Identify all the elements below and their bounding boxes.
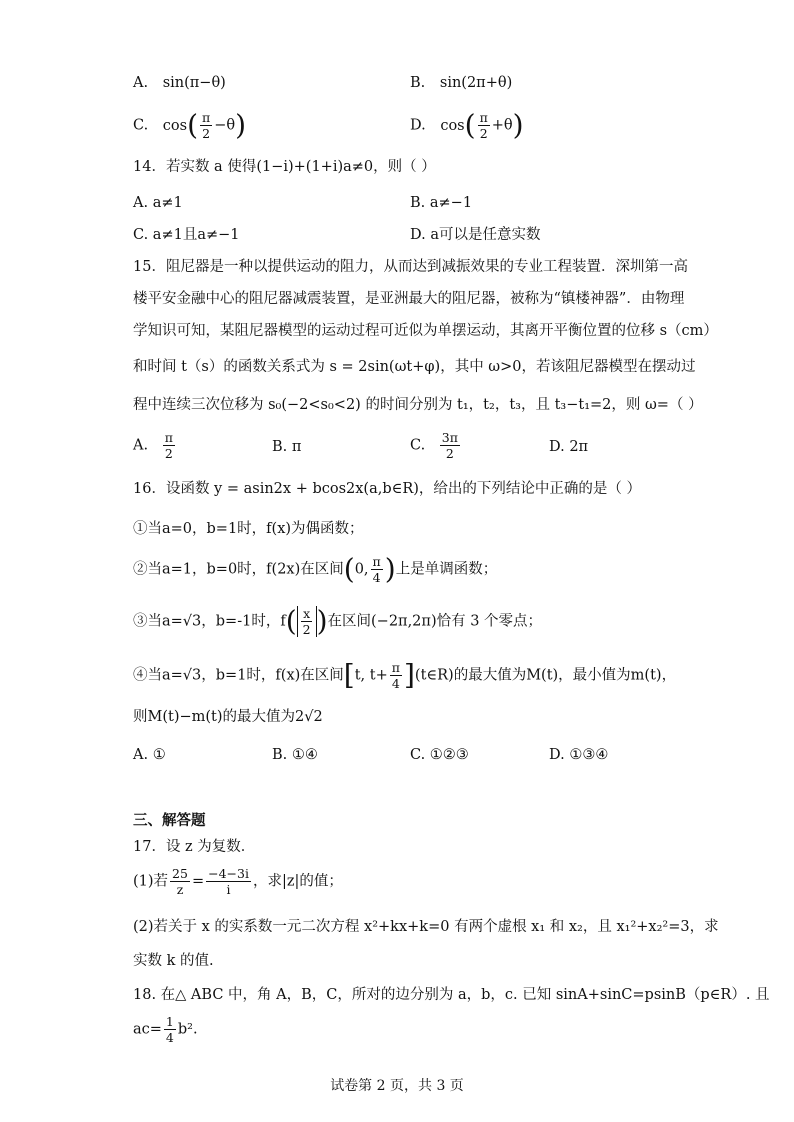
paren-left: ( (464, 108, 476, 142)
q16-statement-4 (133, 660, 676, 694)
fraction (164, 1014, 176, 1045)
abs-bars (297, 606, 317, 637)
paren-right: ) (235, 108, 247, 142)
q13-option-c (133, 110, 246, 144)
numerator: π (164, 430, 173, 445)
denominator: 2 (302, 622, 311, 637)
option-label: C. (133, 117, 149, 134)
q14-option-d: D. a可以是任意实数 (410, 227, 541, 243)
fraction (301, 606, 313, 637)
q16-statement-4-cont: 则M(t)−m(t)的最大值为2√2 (133, 709, 323, 725)
denominator: 4 (165, 1030, 174, 1045)
equals: = (191, 873, 205, 890)
q17-part-1 (133, 866, 343, 902)
numerator: π (479, 110, 488, 125)
paren-left: ( (187, 108, 199, 142)
q17-stem: 17．设 z 为复数． (133, 839, 256, 855)
statement-text: ，求|z|的值； (252, 873, 343, 890)
fraction (206, 866, 251, 897)
q16-statement-2 (133, 554, 497, 588)
q16-option-a: A. ① (133, 747, 166, 763)
q17-part-2: (2)若关于 x 的实系数一元二次方程 x²+kx+k=0 有两个虚根 x₁ 和 x₂，且 x₁²+x₂²=3，求 (133, 919, 719, 935)
q16-statement-3 (133, 606, 542, 640)
numerator: π (372, 554, 381, 569)
statement-text: ac= (133, 1021, 162, 1038)
paren-right: ) (384, 552, 396, 586)
q16-option-c: C. ①②③ (410, 747, 469, 763)
option-text: sin(π−θ) (162, 75, 226, 91)
option-label: D. (410, 117, 426, 134)
fraction (163, 430, 175, 461)
q17-part-2-cont: 实数 k 的值. (133, 953, 214, 969)
q18-line-1: 18. 在△ ABC 中，角 A，B，C，所对的边分别为 a，b，c. 已知 sinA+sinC=psinB（p∈R）. 且 (133, 987, 770, 1003)
statement-text: (t∈R)的最大值为M(t)，最小值为m(t)， (414, 667, 677, 684)
denominator: z (176, 882, 184, 897)
numerator: 3π (441, 430, 458, 445)
q15-option-c (410, 430, 462, 464)
q15-option-b: B. π (272, 439, 302, 455)
part-label: (1)若 (133, 873, 169, 890)
denominator: 4 (391, 676, 400, 691)
fraction (371, 554, 383, 585)
denominator: 2 (445, 446, 454, 461)
q15-option-d: D. 2π (549, 439, 589, 455)
denominator: 2 (164, 446, 173, 461)
q16-stem: 16．设函数 y = asin2x + bcos2x(a,b∈R)，给出的下列结论中正确的是（ ） (133, 481, 642, 497)
option-label: C. (410, 437, 426, 454)
numerator: −4−3i (208, 866, 249, 881)
q16-option-b: B. ①④ (272, 747, 318, 763)
q16-option-d: D. ①③④ (549, 747, 609, 763)
paren-right: ) (316, 604, 328, 638)
interval-start: t, t+ (354, 667, 388, 684)
numerator: x (303, 606, 311, 621)
numerator: π (202, 110, 211, 125)
q15-line-2: 楼平安金融中心的阻尼器减震装置，是亚洲最大的阻尼器，被称为“镇楼神器”．由物理 (133, 291, 685, 307)
page-footer: 试卷第 2 页，共 3 页 (330, 1078, 464, 1094)
q14-option-b: B. a≠−1 (410, 195, 473, 211)
q14-option-c: C. a≠1且a≠−1 (133, 227, 240, 243)
q15-line-4: 和时间 t（s）的函数关系式为 s = 2sin(ωt+φ)，其中 ω>0，若该阻尼器模型在摆动过 (133, 359, 696, 375)
func-name: cos (162, 117, 188, 134)
func-name: cos (440, 117, 465, 134)
fraction (478, 110, 490, 141)
statement-text: ②当a=1，b=0时，f(2x)在区间 (133, 561, 344, 578)
fraction (170, 866, 190, 897)
expr-rest: −θ (214, 117, 236, 134)
option-label: A. (133, 75, 149, 91)
option-label: B. (410, 75, 426, 91)
bracket-right: ] (403, 658, 415, 692)
section-heading: 三、解答题 (133, 813, 206, 829)
q13-option-b (410, 72, 512, 94)
paren-left: ( (285, 604, 297, 638)
q16-statement-1: ①当a=0，b=1时，f(x)为偶函数； (133, 521, 364, 537)
q14-option-a: A. a≠1 (133, 195, 183, 211)
bracket-left: [ (343, 658, 355, 692)
q14-stem: 14．若实数 a 使得(1−i)+(1+i)a≠0，则（ ） (133, 159, 436, 175)
q15-option-a (133, 430, 177, 464)
fraction (440, 430, 460, 461)
denominator: i (226, 882, 231, 897)
denominator: 2 (479, 126, 488, 141)
numerator: π (391, 660, 400, 675)
q15-line-1: 15．阻尼器是一种以提供运动的阻力，从而达到减振效果的专业工程装置．深圳第一高 (133, 259, 688, 275)
q13-option-a (133, 72, 226, 94)
q15-line-3: 学知识可知，某阻尼器模型的运动过程可近似为单摆运动，其离开平衡位置的位移 s（cm） (133, 323, 718, 339)
fraction (200, 110, 212, 141)
numerator: 25 (172, 866, 188, 881)
denominator: 4 (372, 570, 381, 585)
statement-text: 在区间(−2π,2π)恰有 3 个零点； (327, 613, 543, 630)
q18-line-2 (133, 1014, 198, 1050)
option-text: sin(2π+θ) (439, 75, 513, 91)
fraction (390, 660, 402, 691)
q15-line-5: 程中连续三次位移为 s₀(−2<s₀<2) 的时间分别为 t₁，t₂，t₃，且 t₃−t₁=2，则 ω=（ ） (133, 397, 703, 413)
expr-rest: +θ (491, 117, 513, 134)
numerator: 1 (165, 1014, 174, 1029)
option-label: A. (133, 437, 149, 454)
q13-option-d (410, 110, 524, 144)
statement-text: ③当a=√3，b=-1时，f (133, 613, 286, 630)
denominator: 2 (202, 126, 211, 141)
statement-text: 上是单调函数； (395, 561, 498, 578)
paren-right: ) (512, 108, 524, 142)
statement-text: b². (177, 1021, 198, 1038)
statement-text: ④当a=√3，b=1时，f(x)在区间 (133, 667, 344, 684)
interval-start: 0, (354, 561, 369, 578)
paren-left: ( (343, 552, 355, 586)
